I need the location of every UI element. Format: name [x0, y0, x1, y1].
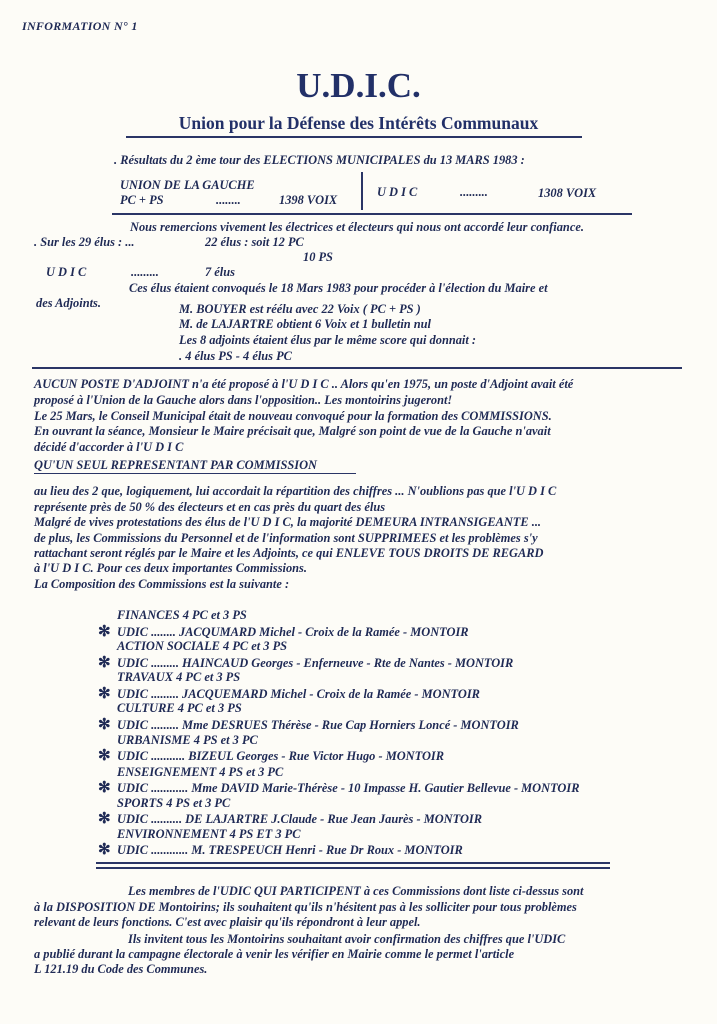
left-dots: ........: [216, 193, 241, 207]
s2-line-5: décidé d'accorder à l'U D I C: [34, 440, 184, 454]
s2b-line-4: de plus, les Commissions du Personnel et de l'information sont SUPPRIMEES et les problèmes s'y: [34, 531, 538, 545]
convoc-line-1: Ces élus étaient convoqués le 18 Mars 1983 pour procéder à l'élection du Maire et: [129, 281, 548, 295]
s2b-line-3: Malgré de vives protestations des élus de l'U D I C, la majorité DEMEURA INTRANSIGEANTE ...: [34, 515, 542, 529]
right-name: U D I C: [377, 185, 418, 199]
convoc-line-2: des Adjoints.: [36, 296, 101, 310]
footer-line-6: L 121.19 du Code des Communes.: [34, 962, 208, 976]
star-icon: ✻: [98, 811, 111, 827]
star-icon: ✻: [98, 655, 111, 671]
udic-label: U D I C: [46, 265, 87, 279]
adjoints-split: . 4 élus PS - 4 élus PC: [179, 349, 292, 363]
results-rule: [112, 213, 632, 215]
footer-line-4: Ils invitent tous les Montoirins souhaitant avoir confirmation des chiffres que l'UDIC: [128, 932, 566, 946]
commission-member-finances: UDIC ........ JACQUMARD Michel - Croix de la Ramée - MONTOIR: [117, 625, 469, 639]
lajartre-line: M. de LAJARTRE obtient 6 Voix et 1 bulletin nul: [179, 317, 431, 331]
footer-line-3: relevant de leurs fonctions. C'est avec plaisir qu'ils répondront à leur appel.: [34, 915, 421, 929]
commission-name-enseignement: ENSEIGNEMENT 4 PS et 3 PC: [117, 765, 284, 779]
star-icon: ✻: [98, 842, 111, 858]
s2-line-2: proposé à l'Union de la Gauche alors dans l'opposition.. Les montoirins jugeront!: [34, 393, 453, 407]
left-name-2: PC + PS: [120, 193, 164, 207]
star-icon: ✻: [98, 717, 111, 733]
s2b-line-7: La Composition des Commissions est la suivante :: [34, 577, 290, 591]
s2-emphasis: QU'UN SEUL REPRESENTANT PAR COMMISSION: [34, 458, 317, 472]
commission-member-urbanisme: UDIC ........... BIZEUL Georges - Rue Victor Hugo - MONTOIR: [117, 749, 444, 763]
commission-name-action-sociale: ACTION SOCIALE 4 PC et 3 PS: [117, 639, 288, 653]
commission-name-finances: FINANCES 4 PC et 3 PS: [117, 608, 247, 622]
right-votes: 1308 VOIX: [538, 186, 597, 200]
commission-member-action-sociale: UDIC ......... HAINCAUD Georges - Enferneuve - Rte de Nantes - MONTOIR: [117, 656, 514, 670]
s2b-line-6: à l'U D I C. Pour ces deux importantes Commissions.: [34, 561, 307, 575]
section1-rule: [32, 367, 682, 369]
commission-member-culture: UDIC ......... Mme DESRUES Thérèse - Rue Cap Horniers Loncé - MONTOIR: [117, 718, 519, 732]
star-icon: ✻: [98, 748, 111, 764]
thanks-line: Nous remercions vivement les électrices et électeurs qui nous ont accordé leur confiance.: [130, 220, 584, 234]
elus-left-2: 10 PS: [303, 250, 333, 264]
right-dots: .........: [460, 185, 488, 199]
udic-elus: 7 élus: [205, 265, 235, 279]
commission-name-sports: SPORTS 4 PS et 3 PC: [117, 796, 231, 810]
commission-member-sports: UDIC .......... DE LAJARTRE J.Claude - Rue Jean Jaurès - MONTOIR: [117, 812, 482, 826]
bouyer-line: M. BOUYER est réélu avec 22 Voix ( PC + PS ): [179, 302, 421, 316]
s2-line-1: AUCUN POSTE D'ADJOINT n'a été proposé à l'U D I C .. Alors qu'en 1975, un poste d'Adjoint avait été: [34, 377, 574, 391]
commission-member-enseignement: UDIC ............ Mme DAVID Marie-Thérèse - 10 Impasse H. Gautier Bellevue - MONTOIR: [117, 781, 580, 795]
commissions-rule-top: [96, 862, 610, 864]
results-divider: [361, 172, 363, 210]
elus-left-1: 22 élus : soit 12 PC: [205, 235, 304, 249]
footer-line-2: à la DISPOSITION DE Montoirins; ils souhaitent qu'ils n'hésitent pas à les solliciter pour tous problèmes: [34, 900, 577, 914]
s2b-line-1: au lieu des 2 que, logiquement, lui accordait la répartition des chiffres ... N'oublions pas que l'U D I C: [34, 484, 557, 498]
subtitle-underline: [126, 136, 582, 138]
s2b-line-2: représente près de 50 % des électeurs et en cas près du quart des élus: [34, 500, 386, 514]
left-name-1: UNION DE LA GAUCHE: [120, 178, 255, 192]
footer-line-1: Les membres de l'UDIC QUI PARTICIPENT à ces Commissions dont liste ci-dessus sont: [128, 884, 584, 898]
commission-name-environnement: ENVIRONNEMENT 4 PS ET 3 PC: [117, 827, 301, 841]
results-intro: . Résultats du 2 ème tour des ELECTIONS MUNICIPALES du 13 MARS 1983 :: [114, 153, 525, 167]
s2-line-4: En ouvrant la séance, Monsieur le Maire précisait que, Malgré son point de vue de la Gauche n'avait: [34, 424, 551, 438]
page-subtitle: Union pour la Défense des Intérêts Communaux: [178, 113, 539, 133]
star-icon: ✻: [98, 686, 111, 702]
commissions-rule-bottom: [96, 867, 610, 869]
star-icon: ✻: [98, 624, 111, 640]
footer-line-5: a publié durant la campagne électorale à venir les vérifier en Mairie comme le permet l'article: [34, 947, 515, 961]
adjoints-line: Les 8 adjoints étaient élus par le même score qui donnait :: [179, 333, 477, 347]
commission-name-urbanisme: URBANISME 4 PS et 3 PC: [117, 733, 258, 747]
commission-name-travaux: TRAVAUX 4 PC et 3 PS: [117, 670, 241, 684]
commission-member-environnement: UDIC ............ M. TRESPEUCH Henri - Rue Dr Roux - MONTOIR: [117, 843, 463, 857]
elus-label: . Sur les 29 élus : ...: [34, 235, 135, 249]
commission-member-travaux: UDIC ......... JACQUEMARD Michel - Croix de la Ramée - MONTOIR: [117, 687, 480, 701]
commission-name-culture: CULTURE 4 PC et 3 PS: [117, 701, 242, 715]
info-number: INFORMATION N° 1: [22, 19, 138, 33]
page-title: U.D.I.C.: [296, 66, 421, 105]
printer-credit: [2, 905, 12, 985]
udic-dots: .........: [131, 265, 159, 279]
left-votes: 1398 VOIX: [279, 193, 338, 207]
star-icon: ✻: [98, 780, 111, 796]
s2-line-3: Le 25 Mars, le Conseil Municipal était de nouveau convoqué pour la formation des COMMISSIONS.: [34, 409, 552, 423]
emphasis-underline: [34, 473, 356, 474]
s2b-line-5: rattachant seront réglés par le Maire et les Adjoints, ce qui ENLEVE TOUS DROITS DE REGARD: [34, 546, 544, 560]
